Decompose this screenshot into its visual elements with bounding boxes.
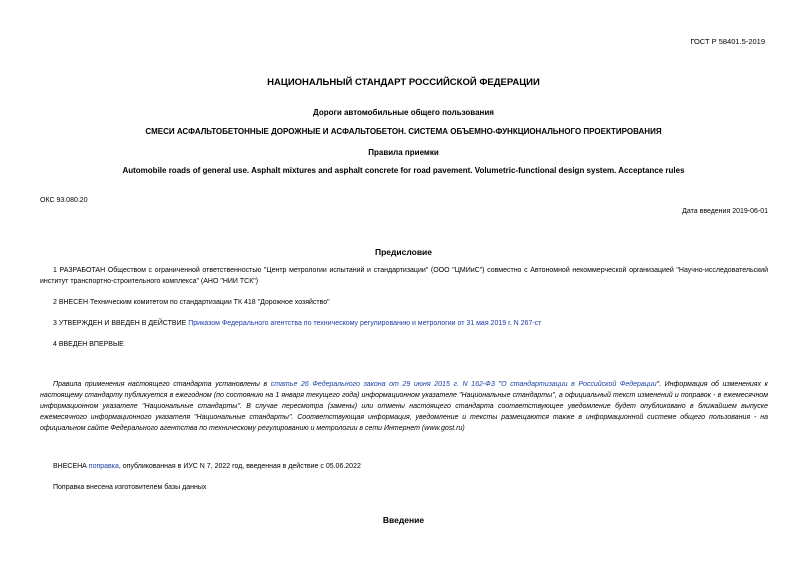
foreword-item-3-text: 3 УТВЕРЖДЕН И ВВЕДЕН В ДЕЙСТВИЕ: [53, 320, 189, 327]
foreword-item-1: 1 РАЗРАБОТАН Обществом с ограниченной ответственностью "Центр метрологии испытаний и стандартизации" (ООО "ЦМИиС") совместно с Автономной некоммерческой организацией "Научно-исследовательский институт транспортно-строительного комплекса" (АНО "НИИ ТСК"): [40, 267, 768, 285]
document-code: ГОСТ Р 58401.5-2019: [690, 37, 765, 46]
foreword-item-3: [40, 318, 768, 329]
rules-text-prefix: Правила применения настоящего стандарта установлены в: [53, 381, 271, 388]
foreword-item-2: 2 ВНЕСЕН Техническим комитетом по стандартизации ТК 418 "Дорожное хозяйство": [53, 299, 330, 306]
document-title-en: Automobile roads of general use. Asphalt mixtures and asphalt concrete for road pavement. Volumetric-functional design system. Acceptance rules: [122, 166, 685, 175]
rules-text-mid: ": [495, 381, 502, 388]
federal-law-link[interactable]: статье 26 Федерального закона от 29 июня 2015 г. N 162-ФЗ: [270, 381, 496, 388]
document-title-ru: СМЕСИ АСФАЛЬТОБЕТОННЫЕ ДОРОЖНЫЕ И АСФАЛЬТОБЕТОН. СИСТЕМА ОБЪЕМНО-ФУНКЦИОНАЛЬНОГО ПРОЕКТИРОВАНИЯ: [145, 127, 662, 136]
amendment-prefix: ВНЕСЕНА: [53, 463, 89, 470]
amendment-link[interactable]: поправка: [88, 463, 119, 470]
introduction-heading: Введение: [382, 515, 425, 525]
order-link[interactable]: Приказом Федерального агентства по техническому регулированию и метрологии от 31 мая 2019 г. N 267-ст: [188, 320, 542, 327]
oks-code: ОКС 93.080.20: [40, 197, 88, 204]
rules-text-suffix: ". Информация об изменениях к настоящему стандарту публикуется в ежегодном (по состоянию на 1 января текущего года) информационном указателе "Национальные стандарты", а официальный текст изменений и поправок - в ежемесячном информационном указателе "Национальные стандарты". В случае пересмотра (замены) или отмены настоящего стандарта соответствующее уведомление будет опубликовано в ближайшем выпуске ежемесячного информационного указателя "Национальные стандарты". Соответствующая информация, уведомление и тексты размещаются также в информационной системе общего пользования - на официальном сайте Федерального агентства по техническому регулированию и метрологии в сети Интернет (www.gost.ru): [40, 381, 768, 432]
standardization-law-link[interactable]: О стандартизации в Российской Федерации: [501, 381, 657, 388]
foreword-heading: Предисловие: [374, 247, 433, 257]
standard-title: НАЦИОНАЛЬНЫЙ СТАНДАРТ РОССИЙСКОЙ ФЕДЕРАЦИИ: [267, 77, 540, 88]
document-subtitle-ru: Правила приемки: [368, 148, 439, 157]
usage-rules-paragraph: [40, 379, 768, 434]
amendment-suffix: , опубликованная в ИУС N 7, 2022 год, введенная в действие с 05.06.2022: [118, 463, 361, 470]
amendment-line: [40, 461, 768, 472]
document-subject: Дороги автомобильные общего пользования: [313, 108, 494, 117]
amendment-note: Поправка внесена изготовителем базы данных: [53, 484, 207, 491]
foreword-item-4: 4 ВВЕДЕН ВПЕРВЫЕ: [53, 341, 124, 348]
intro-date: Дата введения 2019-06-01: [682, 208, 768, 215]
